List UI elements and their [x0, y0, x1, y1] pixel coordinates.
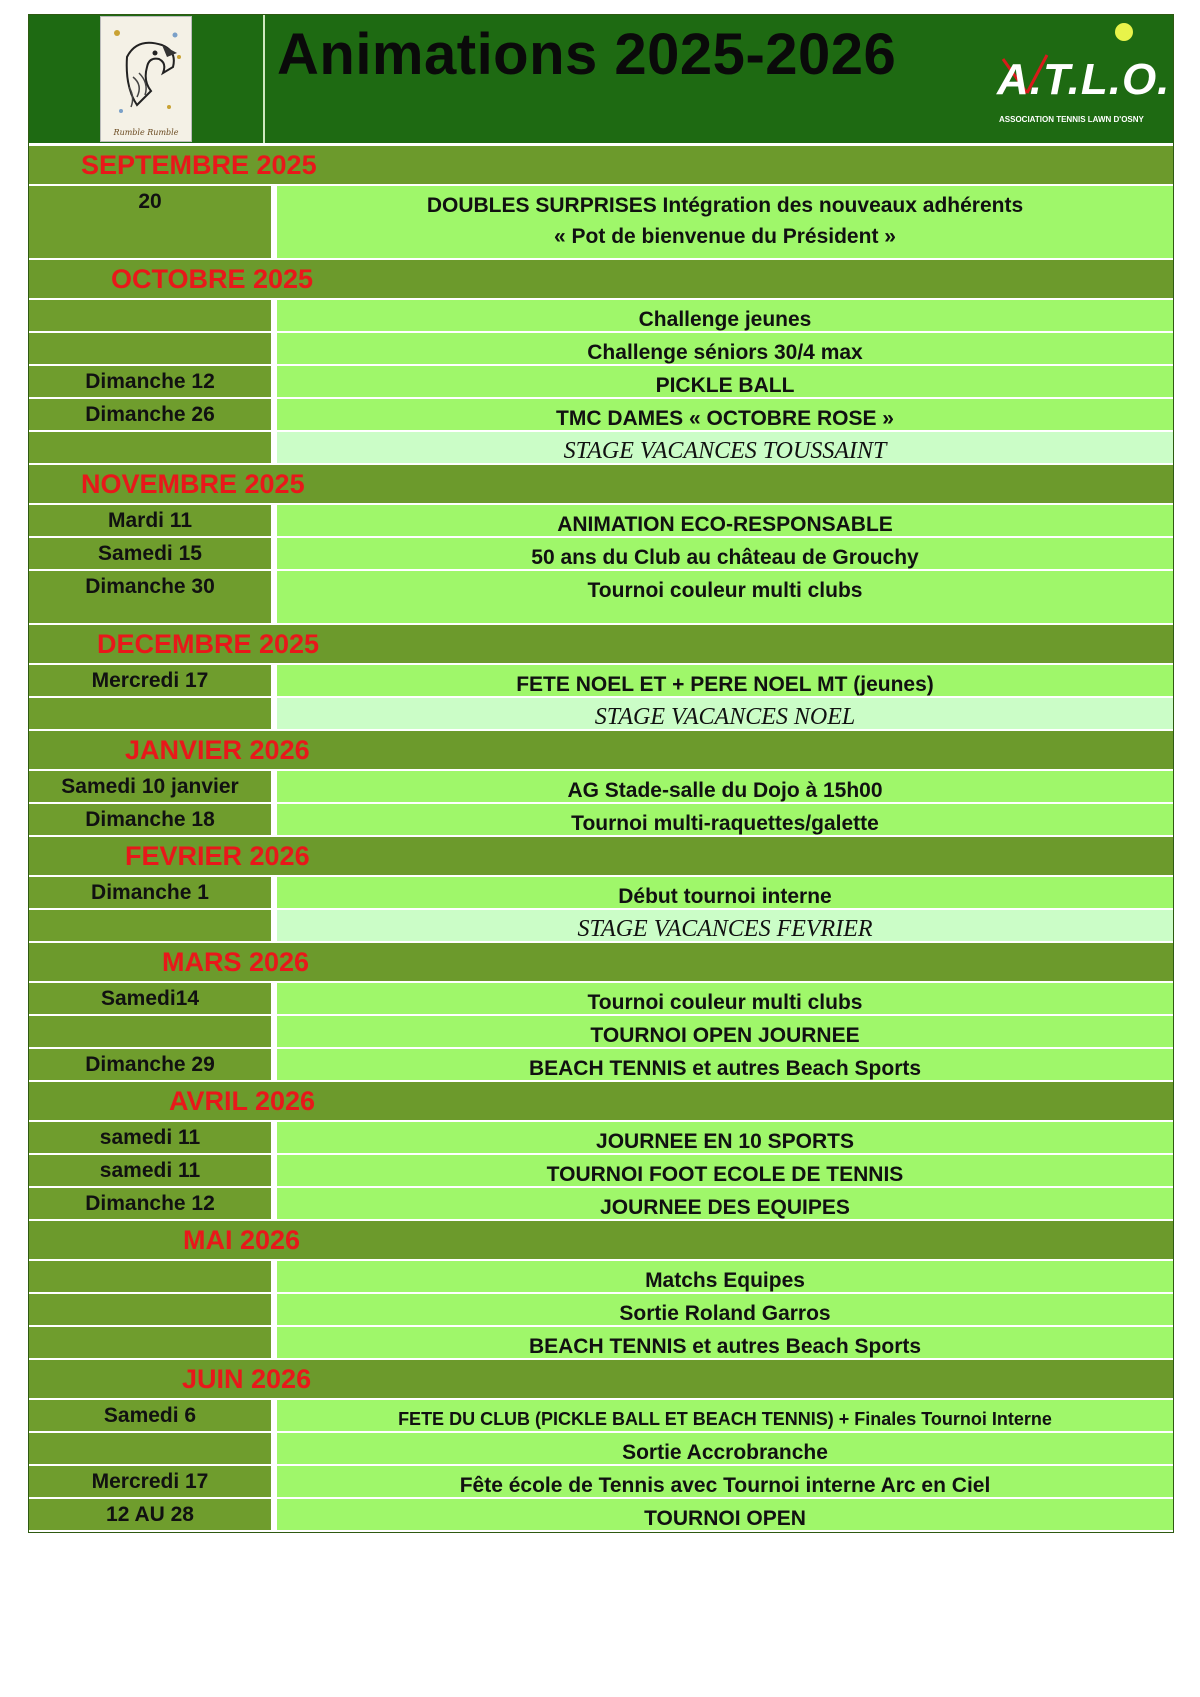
event-row [29, 538, 1173, 571]
event-description [277, 1294, 1173, 1325]
event-description [277, 1016, 1173, 1047]
page-title: Animations 2025-2026 [277, 22, 897, 87]
event-text-line: STAGE VACANCES TOUSSAINT [563, 438, 887, 464]
event-text-line: Matchs Equipes [645, 1269, 805, 1292]
event-date: Dimanche 26 [29, 399, 277, 430]
event-description [277, 804, 1173, 835]
stage-vacances-label [277, 910, 1173, 941]
month-label: FEVRIER 2026 [125, 841, 310, 871]
event-date: Mercredi 17 [29, 1466, 277, 1497]
event-row [29, 983, 1173, 1016]
event-date [29, 910, 277, 941]
event-row [29, 399, 1173, 432]
event-text-line: Sortie Accrobranche [622, 1441, 828, 1464]
event-description [277, 1261, 1173, 1292]
atlo-logo [997, 19, 1171, 135]
event-text-line: DOUBLES SURPRISES Intégration des nouveaux adhérents [426, 194, 1024, 217]
month-header [29, 837, 1173, 877]
event-date: Dimanche 12 [29, 1188, 277, 1219]
event-row [29, 1327, 1173, 1360]
event-text-line: Tournoi couleur multi clubs [587, 991, 863, 1014]
month-band [505, 837, 1173, 875]
event-date: Dimanche 18 [29, 804, 277, 835]
event-date: Samedi 15 [29, 538, 277, 569]
event-text-line: TOURNOI OPEN JOURNEE [590, 1024, 860, 1047]
event-description [277, 1049, 1173, 1080]
event-row [29, 1400, 1173, 1433]
month-label: MAI 2026 [183, 1225, 301, 1255]
event-description [277, 538, 1173, 569]
event-date [29, 698, 277, 729]
title-cell [265, 15, 1173, 143]
event-description [277, 1155, 1173, 1186]
event-description [277, 1499, 1173, 1530]
event-description [277, 399, 1173, 430]
event-date: Dimanche 12 [29, 366, 277, 397]
event-text-line: Tournoi couleur multi clubs [587, 579, 863, 602]
event-text-line: 50 ans du Club au château de Grouchy [531, 546, 919, 569]
month-header [29, 465, 1173, 505]
event-description [277, 1433, 1173, 1464]
event-description [277, 1188, 1173, 1219]
event-text-line: PICKLE BALL [655, 374, 795, 397]
eagle-logo-caption: Rumble Rumble [113, 128, 179, 137]
event-text-line: TOURNOI OPEN [644, 1507, 806, 1530]
event-row [29, 505, 1173, 538]
event-row [29, 1155, 1173, 1188]
stage-vacances-label [277, 432, 1173, 463]
event-description [277, 300, 1173, 331]
event-description [277, 983, 1173, 1014]
event-text-line: Sortie Roland Garros [619, 1302, 831, 1325]
month-header [29, 260, 1173, 300]
event-description [277, 366, 1173, 397]
event-row [29, 300, 1173, 333]
event-row [29, 333, 1173, 366]
event-text-line: STAGE VACANCES NOEL [594, 704, 856, 730]
schedule [29, 146, 1173, 1532]
event-text-line: AG Stade-salle du Dojo à 15h00 [567, 779, 883, 802]
event-row [29, 771, 1173, 804]
event-row [29, 1466, 1173, 1499]
event-text-line: TMC DAMES « OCTOBRE ROSE » [556, 407, 894, 430]
event-text-line: JOURNEE DES EQUIPES [600, 1196, 850, 1219]
header [29, 15, 1173, 146]
month-label: AVRIL 2026 [169, 1086, 316, 1116]
event-row [29, 910, 1173, 943]
atlo-logo-subtitle: ASSOCIATION TENNIS LAWN D'OSNY [999, 115, 1144, 124]
month-label: JANVIER 2026 [125, 735, 310, 765]
event-row [29, 665, 1173, 698]
event-text-line: BEACH TENNIS et autres Beach Sports [528, 1335, 922, 1358]
event-text-line: BEACH TENNIS et autres Beach Sports [528, 1057, 922, 1080]
event-date: Dimanche 29 [29, 1049, 277, 1080]
event-text-line: Fête école de Tennis avec Tournoi interne Arc en Ciel [459, 1474, 991, 1497]
event-date: Samedi14 [29, 983, 277, 1014]
month-label: SEPTEMBRE 2025 [81, 150, 317, 180]
event-description [277, 333, 1173, 364]
event-date: samedi 11 [29, 1122, 277, 1153]
event-description [277, 665, 1173, 696]
event-text-line: Début tournoi interne [618, 885, 832, 908]
event-text-line: Challenge jeunes [638, 308, 812, 331]
month-band [562, 1360, 1173, 1398]
month-band [461, 465, 1173, 503]
event-description [277, 571, 1173, 623]
event-date: Samedi 6 [29, 1400, 277, 1431]
month-band [505, 731, 1173, 769]
month-label: OCTOBRE 2025 [111, 264, 314, 294]
event-text-line: « Pot de bienvenue du Président » [554, 225, 896, 248]
event-date: samedi 11 [29, 1155, 277, 1186]
event-description [277, 771, 1173, 802]
month-header [29, 146, 1173, 186]
event-text-line: FETE DU CLUB (PICKLE BALL ET BEACH TENNIS) + Finales Tournoi Interne [398, 1409, 1052, 1429]
event-description [277, 1122, 1173, 1153]
event-text-line: ANIMATION ECO-RESPONSABLE [557, 513, 893, 536]
event-description [277, 186, 1173, 258]
stage-vacances-label [277, 698, 1173, 729]
month-band [549, 1082, 1173, 1120]
event-row [29, 186, 1173, 260]
event-date [29, 1327, 277, 1358]
month-header [29, 1221, 1173, 1261]
event-date [29, 300, 277, 331]
month-band [477, 625, 1173, 663]
month-label: DECEMBRE 2025 [97, 629, 320, 659]
month-label: JUIN 2026 [182, 1364, 312, 1394]
month-header [29, 1082, 1173, 1122]
event-description [277, 1327, 1173, 1358]
event-row [29, 1261, 1173, 1294]
month-band [461, 146, 1173, 184]
event-row [29, 1122, 1173, 1155]
eagle-logo [29, 15, 265, 143]
event-date [29, 333, 277, 364]
event-date: Mercredi 17 [29, 665, 277, 696]
event-text-line: STAGE VACANCES FEVRIER [577, 916, 873, 942]
event-row [29, 1016, 1173, 1049]
event-date: Dimanche 30 [29, 571, 277, 623]
event-date [29, 1261, 277, 1292]
eagle-logo-frame [100, 16, 192, 142]
month-header [29, 1360, 1173, 1400]
event-row [29, 804, 1173, 837]
month-header [29, 943, 1173, 983]
month-label: MARS 2026 [162, 947, 310, 977]
event-text-line: FETE NOEL ET + PERE NOEL MT (jeunes) [516, 673, 934, 696]
month-header [29, 625, 1173, 665]
event-row [29, 366, 1173, 399]
event-text-line: Tournoi multi-raquettes/galette [571, 812, 879, 835]
event-date [29, 432, 277, 463]
month-label: NOVEMBRE 2025 [81, 469, 305, 499]
event-row [29, 1294, 1173, 1327]
event-text-line: Challenge séniors 30/4 max [587, 341, 863, 364]
month-band [563, 1221, 1173, 1259]
event-date: 12 AU 28 [29, 1499, 277, 1530]
atlo-logo-text: A.T.L.O. [997, 55, 1171, 104]
month-header [29, 731, 1173, 771]
event-date [29, 1016, 277, 1047]
event-date: 20 [29, 186, 277, 258]
event-description [277, 1400, 1173, 1431]
event-date [29, 1433, 277, 1464]
eagle-icon [107, 27, 185, 119]
event-description [277, 877, 1173, 908]
event-date: Mardi 11 [29, 505, 277, 536]
event-row [29, 1433, 1173, 1466]
event-description [277, 1466, 1173, 1497]
month-band [542, 943, 1173, 981]
month-band [491, 260, 1173, 298]
event-row [29, 698, 1173, 731]
event-row [29, 1188, 1173, 1221]
event-row [29, 432, 1173, 465]
event-date [29, 1294, 277, 1325]
event-row [29, 1049, 1173, 1082]
event-row [29, 877, 1173, 910]
event-row [29, 1499, 1173, 1532]
event-date: Samedi 10 janvier [29, 771, 277, 802]
event-text-line: TOURNOI FOOT ECOLE DE TENNIS [546, 1163, 904, 1186]
calendar-sheet [28, 14, 1174, 1533]
event-date: Dimanche 1 [29, 877, 277, 908]
event-row [29, 571, 1173, 625]
event-description [277, 505, 1173, 536]
event-text-line: JOURNEE EN 10 SPORTS [596, 1130, 854, 1153]
